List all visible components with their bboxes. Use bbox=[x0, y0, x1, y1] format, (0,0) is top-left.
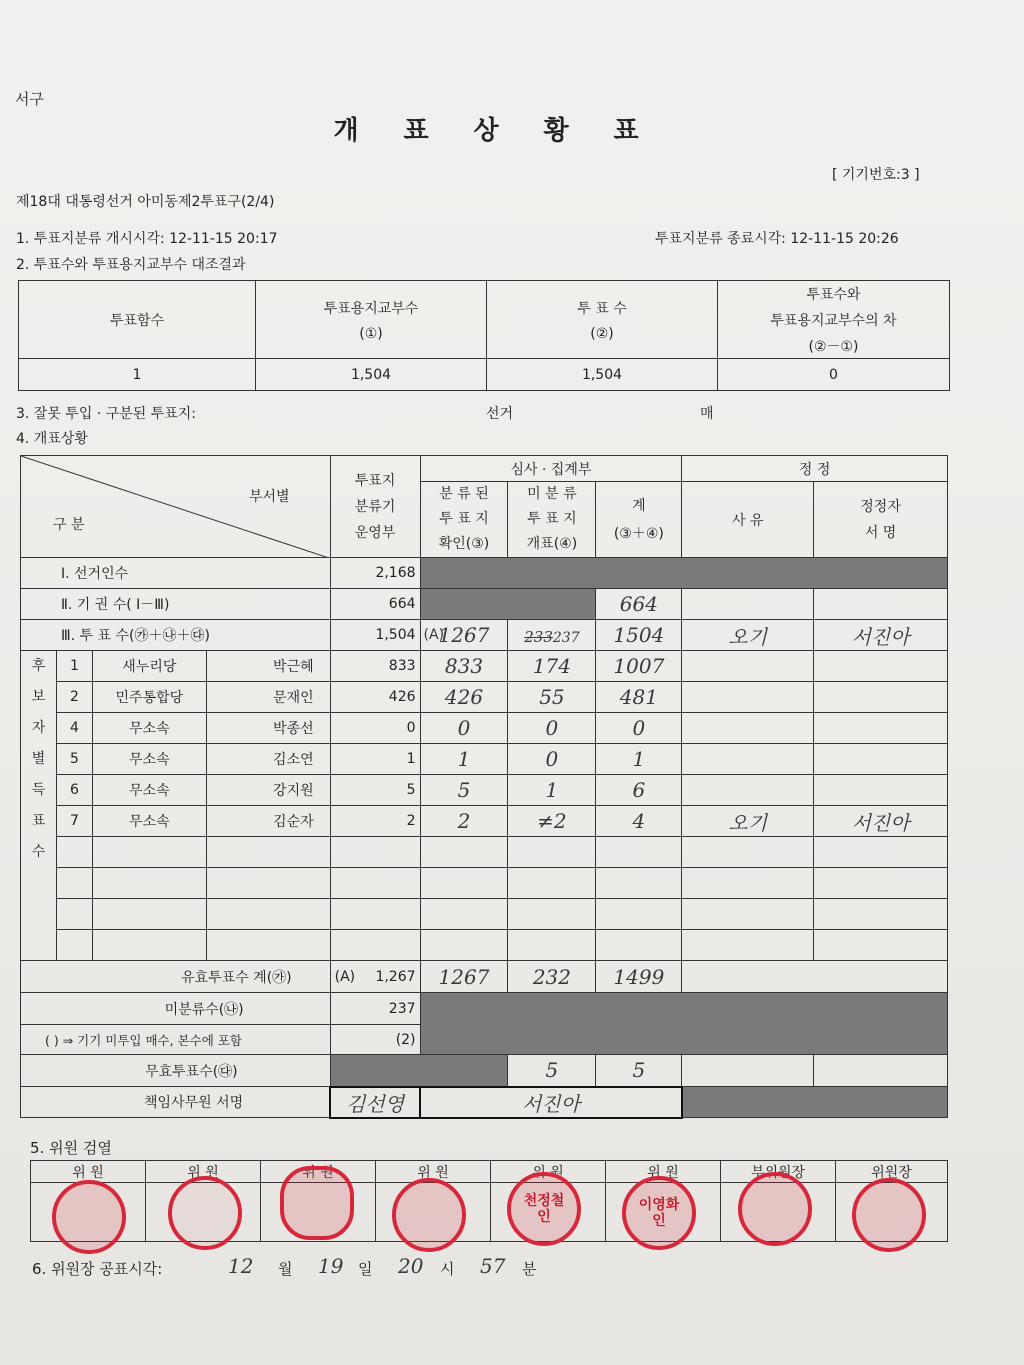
shaded-cell bbox=[420, 589, 596, 620]
header-sorted-line1: 분 류 된 bbox=[439, 486, 489, 502]
valid-total-value bbox=[330, 961, 420, 993]
candidate-sum: 4 bbox=[596, 806, 682, 837]
invalid-label: 무효투표수(㉰) bbox=[21, 1055, 331, 1087]
officer-label: 책임사무원 서명 bbox=[21, 1087, 331, 1118]
candidate-sign: 서진아 bbox=[814, 806, 948, 837]
corrected-value: 237 bbox=[552, 630, 580, 646]
row-electors-value: 2,168 bbox=[330, 558, 420, 589]
candidate-sorted: 1 bbox=[420, 744, 508, 775]
candidate-unsorted: 0 bbox=[508, 744, 596, 775]
inspector-header: 위 원 bbox=[606, 1161, 721, 1183]
candidate-no: 1 bbox=[56, 651, 92, 682]
district-label: 서구 bbox=[15, 90, 44, 108]
red-seal-stamp bbox=[168, 1176, 242, 1250]
candidate-sum: 1 bbox=[596, 744, 682, 775]
shaded-cell bbox=[682, 1087, 948, 1118]
empty-row bbox=[21, 868, 948, 899]
announce-day: 19 bbox=[318, 1254, 344, 1278]
candidate-sorted: 2 bbox=[420, 806, 508, 837]
announce-hour-unit: 시 bbox=[440, 1260, 455, 1278]
valid-total-label: 유효투표수 계(㉮) bbox=[21, 961, 331, 993]
side-char: 수 bbox=[31, 844, 46, 860]
red-seal-stamp bbox=[280, 1166, 354, 1240]
row-votes-reason: 오기 bbox=[682, 620, 814, 651]
votes-count: 1,504 bbox=[487, 359, 718, 391]
header-sorted-line3: 확인(③) bbox=[438, 536, 490, 552]
candidate-no: 4 bbox=[56, 713, 92, 744]
row-abstain-label: Ⅱ. 기 권 수( Ⅰ－Ⅲ) bbox=[21, 589, 331, 620]
officer-sign-2: 서진아 bbox=[420, 1087, 682, 1118]
candidate-unsorted: ≠2 bbox=[508, 806, 596, 837]
candidate-row bbox=[21, 806, 948, 837]
candidate-unsorted: 1 bbox=[508, 775, 596, 806]
header-op-line2: 분류기 bbox=[354, 498, 396, 515]
inspector-header: 위원장 bbox=[836, 1161, 948, 1183]
header-diff-line1: 투표수와 bbox=[806, 286, 861, 303]
empty-row bbox=[21, 930, 948, 961]
header-unsorted-line3: 개표(④) bbox=[526, 536, 578, 552]
red-seal-stamp bbox=[52, 1180, 126, 1254]
candidate-party: 무소속 bbox=[92, 775, 206, 806]
row-abstain-sign bbox=[814, 589, 948, 620]
candidate-party: 무소속 bbox=[92, 806, 206, 837]
header-dept-label: 부서별 bbox=[249, 489, 290, 505]
header-op-line3: 운영부 bbox=[354, 524, 396, 541]
candidate-reason bbox=[682, 713, 814, 744]
side-char: 득 bbox=[31, 782, 46, 798]
header-sorted bbox=[420, 482, 508, 558]
side-char: 보 bbox=[31, 689, 46, 705]
announce-day-unit: 일 bbox=[358, 1260, 373, 1278]
sort-start-time: 1. 투표지분류 개시시각: 12-11-15 20:17 bbox=[16, 231, 278, 247]
candidate-sum: 481 bbox=[596, 682, 682, 713]
header-signer-line2: 서 명 bbox=[864, 524, 897, 541]
candidate-value: 5 bbox=[330, 775, 420, 806]
candidate-value: 1 bbox=[330, 744, 420, 775]
candidate-sorted: 833 bbox=[420, 651, 508, 682]
officer-sign-1: 김선영 bbox=[330, 1087, 420, 1118]
marker-a: (A) bbox=[423, 627, 445, 643]
candidate-party: 무소속 bbox=[92, 713, 206, 744]
header-category bbox=[21, 456, 331, 558]
count-table bbox=[20, 455, 948, 1119]
candidate-sorted: 426 bbox=[420, 682, 508, 713]
candidate-unsorted: 174 bbox=[508, 651, 596, 682]
empty-row bbox=[21, 837, 948, 868]
side-char: 후 bbox=[31, 658, 46, 674]
red-seal-stamp bbox=[392, 1178, 466, 1252]
candidate-row bbox=[21, 775, 948, 806]
header-signer bbox=[814, 482, 948, 558]
announce-month: 12 bbox=[228, 1254, 254, 1278]
side-label bbox=[21, 651, 57, 961]
candidate-sum: 0 bbox=[596, 713, 682, 744]
candidate-reason bbox=[682, 651, 814, 682]
candidate-row bbox=[21, 651, 948, 682]
candidate-value: 833 bbox=[330, 651, 420, 682]
row-votes-sorted bbox=[420, 620, 508, 651]
ballot-box-count: 1 bbox=[19, 359, 256, 391]
candidate-no: 5 bbox=[56, 744, 92, 775]
candidate-no: 2 bbox=[56, 682, 92, 713]
candidate-name: 김순자 bbox=[206, 806, 330, 837]
section-6-title: 6. 위원장 공표시각: bbox=[32, 1260, 163, 1278]
valid-total-sum: 1499 bbox=[596, 961, 682, 993]
header-difference bbox=[718, 281, 950, 359]
title-char: 황 bbox=[543, 116, 571, 146]
candidate-sign bbox=[814, 682, 948, 713]
red-seal-stamp bbox=[622, 1176, 696, 1250]
unsorted-label: 미분류수(㉯) bbox=[21, 993, 331, 1025]
candidate-reason bbox=[682, 682, 814, 713]
candidate-name: 박종선 bbox=[206, 713, 330, 744]
invalid-sum: 5 bbox=[596, 1055, 682, 1087]
seal-text: 이영화인 bbox=[638, 1197, 680, 1229]
marker-a: (A) bbox=[334, 969, 356, 985]
header-issued-mark: (①) bbox=[359, 325, 383, 342]
page-title bbox=[312, 110, 662, 147]
red-seal-stamp bbox=[852, 1178, 926, 1252]
candidate-name: 김소연 bbox=[206, 744, 330, 775]
header-sum-line1: 계 bbox=[632, 497, 646, 514]
header-votes-mark: (②) bbox=[590, 325, 614, 342]
candidate-sign bbox=[814, 744, 948, 775]
header-diff-line2: 투표용지교부수의 차 bbox=[770, 312, 897, 329]
candidate-value: 426 bbox=[330, 682, 420, 713]
struck-value: 233 bbox=[524, 628, 553, 646]
header-votes bbox=[487, 281, 718, 359]
candidate-row bbox=[21, 682, 948, 713]
inspector-header: 위 원 bbox=[376, 1161, 491, 1183]
header-sum-line2: (③＋④) bbox=[613, 525, 664, 542]
candidate-unsorted: 55 bbox=[508, 682, 596, 713]
header-unsorted-line1: 미 분 류 bbox=[527, 486, 577, 502]
header-cat-label: 구 분 bbox=[53, 517, 85, 533]
valid-total-number: 1,267 bbox=[375, 968, 416, 985]
device-number: [ 기기번호:3 ] bbox=[832, 167, 920, 183]
invalid-sign bbox=[814, 1055, 948, 1087]
title-char: 개 bbox=[333, 116, 361, 146]
title-char: 표 bbox=[403, 116, 431, 146]
header-correction: 정 정 bbox=[682, 456, 948, 482]
header-issued bbox=[256, 281, 487, 359]
header-sorted-line2: 투 표 지 bbox=[439, 511, 489, 527]
header-diff-line3: (②－①) bbox=[808, 338, 859, 355]
shaded-cell bbox=[330, 1055, 508, 1087]
side-char: 표 bbox=[31, 813, 46, 829]
candidate-sign bbox=[814, 713, 948, 744]
invalid-unsorted: 5 bbox=[508, 1055, 596, 1087]
candidate-sorted: 5 bbox=[420, 775, 508, 806]
valid-total-blank bbox=[682, 961, 948, 993]
row-abstain-reason bbox=[682, 589, 814, 620]
seal-text: 천정철인 bbox=[523, 1193, 565, 1225]
candidate-party: 새누리당 bbox=[92, 651, 206, 682]
side-char: 자 bbox=[31, 720, 46, 736]
row-abstain-value: 664 bbox=[330, 589, 420, 620]
candidate-name: 강지원 bbox=[206, 775, 330, 806]
header-votes-label: 투 표 수 bbox=[577, 300, 627, 317]
shaded-cell bbox=[420, 558, 947, 589]
candidate-row bbox=[21, 744, 948, 775]
section-3-unit: 매 bbox=[700, 406, 714, 422]
difference-count: 0 bbox=[718, 359, 950, 391]
title-char: 상 bbox=[473, 116, 501, 146]
announce-month-unit: 월 bbox=[278, 1260, 293, 1278]
issued-count: 1,504 bbox=[256, 359, 487, 391]
section-4-title: 4. 개표상황 bbox=[16, 431, 88, 447]
candidate-reason bbox=[682, 775, 814, 806]
sort-end-time: 투표지분류 종료시각: 12-11-15 20:26 bbox=[655, 231, 899, 247]
section-3-label: 선거 bbox=[486, 406, 514, 422]
red-seal-stamp bbox=[507, 1172, 581, 1246]
row-votes-sorted-hand: 1267 bbox=[438, 623, 490, 647]
side-char: 별 bbox=[31, 751, 46, 767]
inspector-header: 위 원 bbox=[491, 1161, 606, 1183]
row-votes-label: Ⅲ. 투 표 수(㉮＋㉯＋㉰) bbox=[21, 620, 331, 651]
comparison-table bbox=[18, 280, 950, 391]
row-electors-label: Ⅰ. 선거인수 bbox=[21, 558, 331, 589]
candidate-value: 2 bbox=[330, 806, 420, 837]
row-votes-unsorted bbox=[508, 620, 596, 651]
inspector-header: 위 원 bbox=[261, 1161, 376, 1183]
header-unsorted-line2: 투 표 지 bbox=[527, 511, 577, 527]
shaded-cell bbox=[420, 993, 947, 1055]
candidate-reason: 오기 bbox=[682, 806, 814, 837]
candidate-sign bbox=[814, 651, 948, 682]
candidate-row bbox=[21, 713, 948, 744]
header-ballot-boxes: 투표함수 bbox=[19, 281, 256, 359]
invalid-reason bbox=[682, 1055, 814, 1087]
header-operator bbox=[330, 456, 420, 558]
red-seal-stamp bbox=[738, 1172, 812, 1246]
row-votes-value: 1,504 bbox=[330, 620, 420, 651]
candidate-party: 무소속 bbox=[92, 744, 206, 775]
candidate-name: 문재인 bbox=[206, 682, 330, 713]
candidate-value: 0 bbox=[330, 713, 420, 744]
election-title: 제18대 대통령선거 아미동제2투표구(2/4) bbox=[16, 194, 275, 210]
candidate-sum: 6 bbox=[596, 775, 682, 806]
header-sum bbox=[596, 482, 682, 558]
row-votes-sign: 서진아 bbox=[814, 620, 948, 651]
inspector-header: 위 원 bbox=[31, 1161, 146, 1183]
valid-total-unsorted: 232 bbox=[508, 961, 596, 993]
header-reason: 사 유 bbox=[682, 482, 814, 558]
candidate-name: 박근혜 bbox=[206, 651, 330, 682]
row-votes-sum: 1504 bbox=[596, 620, 682, 651]
header-review: 심사 · 집계부 bbox=[420, 456, 682, 482]
unsorted-note-value: (2) bbox=[330, 1025, 420, 1055]
candidate-no: 6 bbox=[56, 775, 92, 806]
announce-minute: 57 bbox=[480, 1254, 506, 1278]
header-issued-label: 투표용지교부수 bbox=[323, 300, 419, 317]
inspector-header: 부위원장 bbox=[721, 1161, 836, 1183]
header-signer-line1: 정정자 bbox=[860, 498, 901, 515]
candidate-sum: 1007 bbox=[596, 651, 682, 682]
valid-total-sorted: 1267 bbox=[420, 961, 508, 993]
empty-row bbox=[21, 899, 948, 930]
section-3-title: 3. 잘못 투입 · 구분된 투표지: bbox=[16, 406, 197, 422]
inspector-header: 위 원 bbox=[146, 1161, 261, 1183]
unsorted-note: ( ) ⇒ 기기 미투입 매수, 본수에 포함 bbox=[21, 1025, 331, 1055]
diagonal-line bbox=[21, 456, 329, 558]
candidate-reason bbox=[682, 744, 814, 775]
header-unsorted bbox=[508, 482, 596, 558]
header-op-line1: 투표지 bbox=[354, 472, 396, 489]
candidate-sorted: 0 bbox=[420, 713, 508, 744]
announce-hour: 20 bbox=[398, 1254, 424, 1278]
section-2-title: 2. 투표수와 투표용지교부수 대조결과 bbox=[16, 257, 246, 273]
announce-minute-unit: 분 bbox=[522, 1260, 537, 1278]
candidate-no: 7 bbox=[56, 806, 92, 837]
candidate-unsorted: 0 bbox=[508, 713, 596, 744]
section-5-title: 5. 위원 검열 bbox=[30, 1139, 112, 1157]
unsorted-value: 237 bbox=[330, 993, 420, 1025]
title-char: 표 bbox=[613, 116, 641, 146]
candidate-party: 민주통합당 bbox=[92, 682, 206, 713]
row-abstain-hand: 664 bbox=[596, 589, 682, 620]
candidate-sign bbox=[814, 775, 948, 806]
